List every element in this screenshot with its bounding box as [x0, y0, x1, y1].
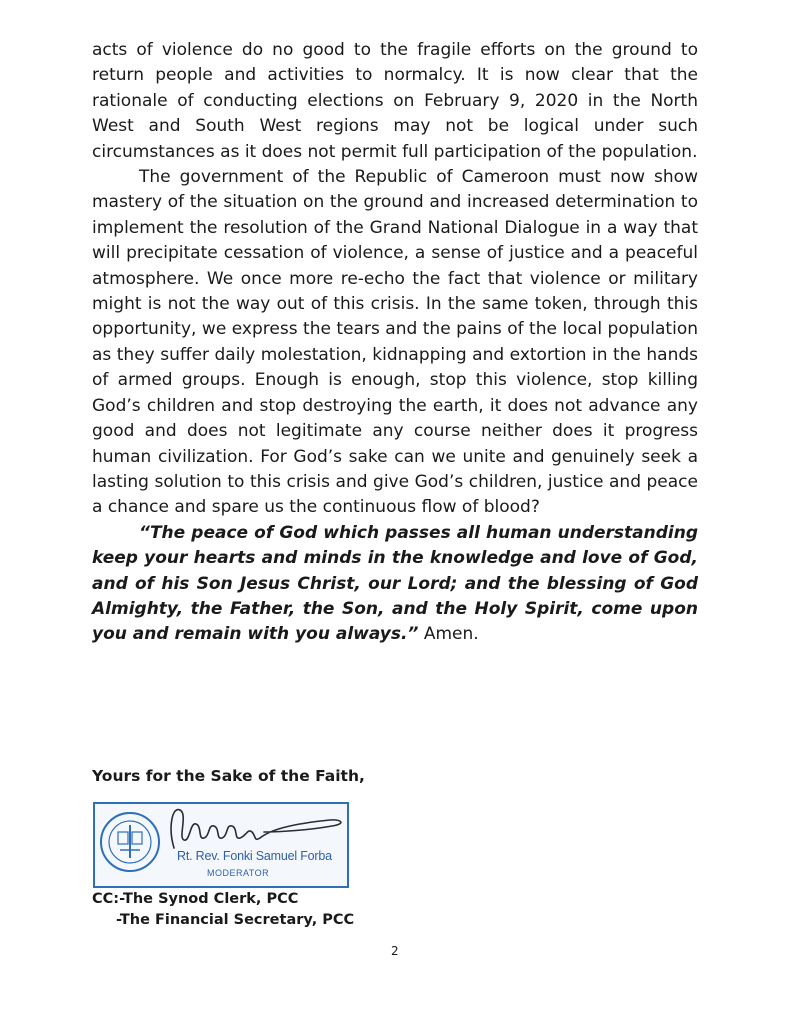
- letter-body: [92, 38, 698, 648]
- page-number: 2: [391, 944, 399, 958]
- signature-mark: [160, 798, 350, 858]
- cc-synod-clerk: CC:-The Synod Clerk, PCC: [92, 891, 299, 907]
- blessing-quote: “The peace of God which passes all human understanding keep your hearts and minds in the knowledge and love of God, and of his Son Jesus Christ, our Lord; and the blessing of God Almighty, the Father, the Son, and the Holy Spirit, come upon you and remain with you always.”: [92, 522, 698, 645]
- amen-text: Amen.: [418, 624, 479, 645]
- paragraph-government: The government of the Republic of Cameroon must now show mastery of the situation on the ground and increased determination to implement the resolution of the Grand National Dialogue in a way that will precipitate cessation of violence, a sense of justice and a peaceful atmosphere. We once more re-echo the fact that violence or military might is not the way out of this crisis. In the same token, through this opportunity, we express the tears and the pains of the local population as they suffer daily molestation, kidnapping and extortion in the hands of armed groups. Enough is enough, stop this violence, stop killing God’s children and stop destroying the earth, it does not advance any good and does not legitimate any course neither does it progress human civilization. For God’s sake can we unite and genuinely seek a lasting solution to this crisis and give God’s children, justice and peace a chance and spare us the continuous flow of blood?: [92, 167, 698, 518]
- church-seal-icon: [98, 810, 162, 874]
- blessing-paragraph: [92, 521, 698, 648]
- closing-salutation: Yours for the Sake of the Faith,: [92, 767, 365, 785]
- cc-list: [92, 889, 354, 931]
- paragraph-continuation: acts of violence do no good to the fragile efforts on the ground to return people and activities to normalcy. It is now clear that the rationale of conducting elections on February 9, 2020 in the North West and South West regions may not be logical under such circumstances as it does not permit full participation of the population.: [92, 40, 698, 162]
- stamp-title: MODERATOR: [207, 868, 270, 878]
- stamp-name: Rt. Rev. Fonki Samuel Forba: [177, 849, 332, 863]
- cc-financial-secretary: -The Financial Secretary, PCC: [116, 912, 355, 928]
